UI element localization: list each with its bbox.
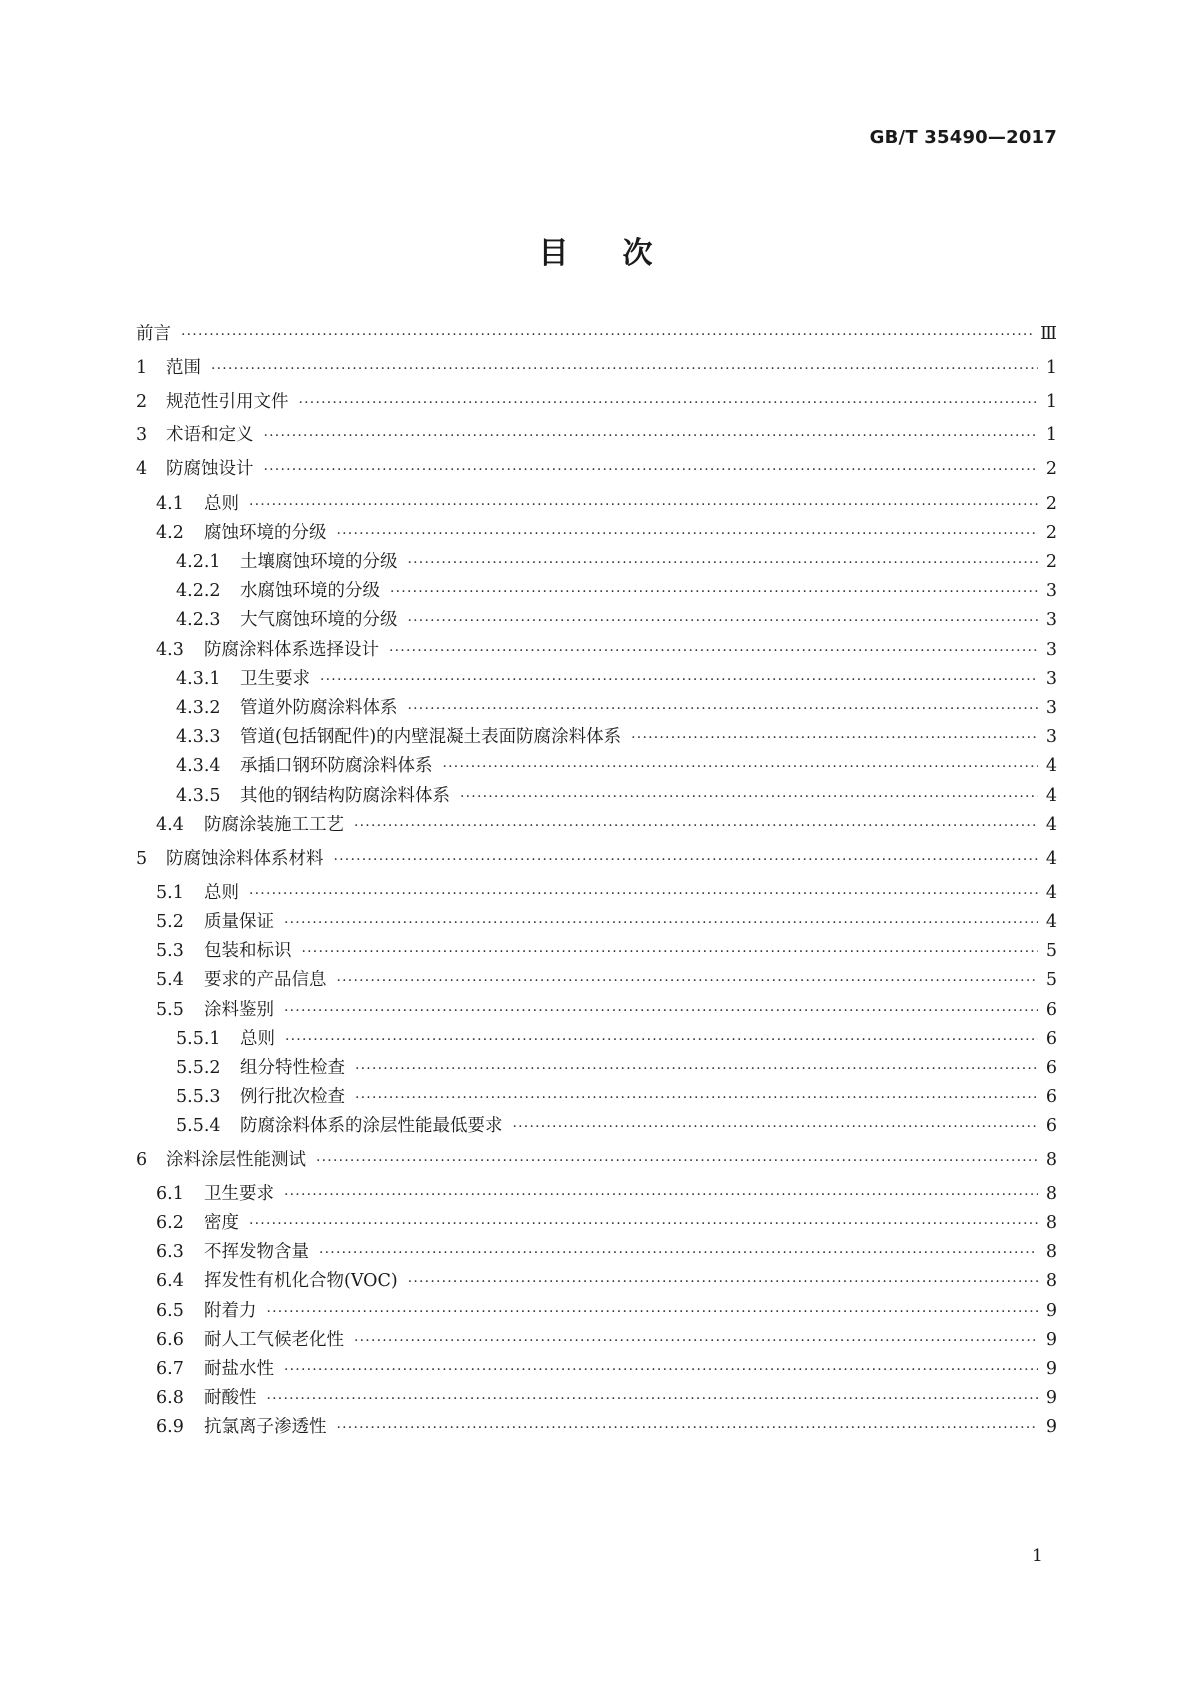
toc-entry[interactable]: [176, 550, 1057, 574]
toc-entry[interactable]: [156, 1269, 1057, 1293]
toc-entry-page: 3: [1045, 610, 1057, 630]
title-char-1: 目: [538, 236, 569, 271]
toc-entry-number: 5.5.2: [176, 1058, 221, 1078]
toc-entry-label: 防腐涂装施工工艺: [204, 815, 344, 835]
toc-entry-page: 4: [1045, 786, 1057, 806]
toc-entry-number: 2: [136, 392, 148, 412]
toc-entry-number: 5.5.3: [176, 1087, 221, 1107]
toc-dot-leader: [284, 911, 1038, 935]
toc-entry[interactable]: [176, 579, 1057, 603]
toc-entry[interactable]: [176, 1027, 1057, 1051]
toc-entry-page: 9: [1045, 1359, 1057, 1379]
toc-entry[interactable]: [136, 390, 1057, 414]
toc-entry-page: 9: [1045, 1417, 1057, 1437]
toc-dot-leader: [264, 458, 1038, 482]
toc-dot-leader: [316, 1149, 1038, 1173]
toc-entry-label: 术语和定义: [166, 425, 254, 445]
toc-entry-number: 6.1: [156, 1184, 184, 1204]
toc-entry-label: 规范性引用文件: [166, 392, 289, 412]
toc-dot-leader: [354, 1329, 1038, 1353]
toc-entry-number: 6.4: [156, 1271, 184, 1291]
toc-dot-leader: [355, 1086, 1038, 1110]
toc-entry-page: 9: [1045, 1330, 1057, 1350]
toc-entry-label: 防腐涂料体系选择设计: [204, 640, 379, 660]
toc-entry-label: 质量保证: [204, 912, 274, 932]
toc-entry-number: 5: [136, 849, 148, 869]
title-char-2: 次: [622, 236, 653, 271]
toc-entry-label: 组分特性检查: [240, 1058, 345, 1078]
toc-dot-leader: [408, 697, 1038, 721]
toc-entry-number: 5.2: [156, 912, 184, 932]
page-number: 1: [1032, 1546, 1043, 1566]
toc-dot-leader: [267, 1300, 1038, 1324]
toc-entry-number: 4.2.1: [176, 552, 221, 572]
toc-entry-label: 挥发性有机化合物(VOC): [204, 1271, 398, 1291]
toc-entry-label: 前言: [136, 324, 171, 344]
toc-entry[interactable]: [136, 356, 1057, 380]
toc-entry[interactable]: [176, 667, 1057, 691]
toc-entry-number: 6.7: [156, 1359, 184, 1379]
toc-entry[interactable]: [176, 1085, 1057, 1109]
toc-entry-page: 6: [1045, 1029, 1057, 1049]
toc-dot-leader: [267, 1387, 1038, 1411]
toc-entry-number: 4.3.5: [176, 786, 221, 806]
toc-entry[interactable]: [136, 423, 1057, 447]
toc-entry-page: 4: [1045, 912, 1057, 932]
toc-entry-page: 4: [1045, 883, 1057, 903]
toc-dot-leader: [355, 1057, 1038, 1081]
toc-entry[interactable]: [156, 968, 1057, 992]
toc-entry-label: 耐人工气候老化性: [204, 1330, 344, 1350]
toc-dot-leader: [334, 848, 1038, 872]
toc-entry-label: 范围: [166, 358, 201, 378]
toc-entry-number: 1: [136, 358, 148, 378]
toc-entry[interactable]: [176, 784, 1057, 808]
toc-entry-label: 总则: [204, 883, 239, 903]
toc-dot-leader: [249, 493, 1038, 517]
toc-entry[interactable]: [156, 1415, 1057, 1439]
toc-entry[interactable]: [136, 322, 1057, 346]
toc-entry[interactable]: [156, 1299, 1057, 1323]
toc-entry-page: 3: [1045, 640, 1057, 660]
toc-dot-leader: [319, 1241, 1038, 1265]
toc-entry-page: 6: [1045, 1058, 1057, 1078]
toc-dot-leader: [337, 522, 1038, 546]
toc-entry[interactable]: [176, 1114, 1057, 1138]
toc-entry-page: 3: [1045, 698, 1057, 718]
toc-entry[interactable]: [156, 1386, 1057, 1410]
toc-dot-leader: [299, 391, 1038, 415]
toc-entry-number: 6.3: [156, 1242, 184, 1262]
toc-entry-page: 9: [1045, 1301, 1057, 1321]
toc-entry-label: 密度: [204, 1213, 239, 1233]
toc-entry[interactable]: [136, 1148, 1057, 1172]
toc-entry-number: 5.1: [156, 883, 184, 903]
toc-entry[interactable]: [176, 725, 1057, 749]
toc-entry-number: 3: [136, 425, 148, 445]
toc-entry-page: 6: [1045, 1116, 1057, 1136]
toc-entry-number: 6.6: [156, 1330, 184, 1350]
toc-entry-label: 承插口钢环防腐涂料体系: [240, 756, 433, 776]
toc-entry-label: 其他的钢结构防腐涂料体系: [240, 786, 450, 806]
toc-entry[interactable]: [156, 1211, 1057, 1235]
toc-dot-leader: [354, 814, 1038, 838]
toc-dot-leader: [302, 940, 1038, 964]
toc-entry-number: 4.2: [156, 523, 184, 543]
toc-entry-number: 4.3.1: [176, 669, 221, 689]
standard-code: GB/T 35490—2017: [869, 127, 1057, 148]
toc-entry-number: 5.4: [156, 970, 184, 990]
toc-entry[interactable]: [156, 638, 1057, 662]
toc-entry-number: 4.3: [156, 640, 184, 660]
toc-dot-leader: [285, 1028, 1038, 1052]
toc-entry-number: 5.5: [156, 1000, 184, 1020]
toc-entry-number: 6.2: [156, 1213, 184, 1233]
toc-entry-label: 腐蚀环境的分级: [204, 523, 327, 543]
toc-entry-page: Ⅲ: [1040, 324, 1057, 344]
toc-dot-leader: [408, 551, 1038, 575]
toc-entry-page: 2: [1045, 459, 1057, 479]
toc-entry-page: 1: [1045, 358, 1057, 378]
toc-entry[interactable]: [156, 813, 1057, 837]
toc-entry-label: 卫生要求: [204, 1184, 274, 1204]
toc-entry-label: 涂料涂层性能测试: [166, 1150, 306, 1170]
toc-dot-leader: [181, 323, 1032, 347]
toc-entry-page: 2: [1045, 523, 1057, 543]
toc-entry-page: 4: [1045, 815, 1057, 835]
toc-entry-label: 大气腐蚀环境的分级: [240, 610, 398, 630]
toc-entry[interactable]: [136, 847, 1057, 871]
toc-entry-label: 水腐蚀环境的分级: [240, 581, 380, 601]
page-title: [0, 228, 1191, 272]
toc-dot-leader: [211, 357, 1038, 381]
toc-entry-label: 要求的产品信息: [204, 970, 327, 990]
toc-dot-leader: [284, 999, 1038, 1023]
toc-entry-label: 防腐涂料体系的涂层性能最低要求: [240, 1116, 503, 1136]
toc-entry-label: 防腐蚀设计: [166, 459, 254, 479]
toc-entry-number: 4.3.3: [176, 727, 221, 747]
toc-dot-leader: [337, 1416, 1038, 1440]
toc-entry[interactable]: [156, 521, 1057, 545]
toc-entry-number: 5.3: [156, 941, 184, 961]
toc-dot-leader: [337, 969, 1038, 993]
toc-entry[interactable]: [176, 696, 1057, 720]
toc-dot-leader: [320, 668, 1038, 692]
toc-dot-leader: [249, 882, 1038, 906]
toc-entry-label: 耐酸性: [204, 1388, 257, 1408]
toc-entry-number: 4.3.2: [176, 698, 221, 718]
toc-entry-page: 8: [1045, 1150, 1057, 1170]
toc-dot-leader: [264, 424, 1038, 448]
toc-entry[interactable]: [176, 1056, 1057, 1080]
toc-entry[interactable]: [176, 608, 1057, 632]
toc-entry[interactable]: [176, 754, 1057, 778]
toc-entry[interactable]: [156, 998, 1057, 1022]
toc-entry-page: 8: [1045, 1242, 1057, 1262]
toc-entry[interactable]: [156, 1357, 1057, 1381]
toc-dot-leader: [513, 1115, 1038, 1139]
toc-entry-page: 6: [1045, 1087, 1057, 1107]
toc-entry-page: 3: [1045, 727, 1057, 747]
toc-entry-label: 抗氯离子渗透性: [204, 1417, 327, 1437]
toc-entry-number: 4: [136, 459, 148, 479]
toc-entry-label: 包装和标识: [204, 941, 292, 961]
toc-entry-number: 4.4: [156, 815, 184, 835]
toc-entry-number: 4.2.2: [176, 581, 221, 601]
toc-entry[interactable]: [156, 1240, 1057, 1264]
toc-entry[interactable]: [156, 1328, 1057, 1352]
toc-entry-page: 9: [1045, 1388, 1057, 1408]
toc-entry-page: 8: [1045, 1184, 1057, 1204]
toc-entry-page: 8: [1045, 1271, 1057, 1291]
toc-entry-label: 总则: [240, 1029, 275, 1049]
toc-entry-number: 5.5.1: [176, 1029, 221, 1049]
toc-entry-page: 3: [1045, 581, 1057, 601]
toc-entry[interactable]: [156, 939, 1057, 963]
toc-entry-label: 不挥发物含量: [204, 1242, 309, 1262]
toc-dot-leader: [631, 726, 1038, 750]
toc-entry-page: 3: [1045, 669, 1057, 689]
toc-entry-label: 土壤腐蚀环境的分级: [240, 552, 398, 572]
toc-entry[interactable]: [156, 492, 1057, 516]
toc-entry-label: 防腐蚀涂料体系材料: [166, 849, 324, 869]
toc-entry-number: 4.2.3: [176, 610, 221, 630]
toc-entry-label: 附着力: [204, 1301, 257, 1321]
toc-entry-label: 管道(包括钢配件)的内壁混凝土表面防腐涂料体系: [240, 727, 622, 747]
toc-entry-label: 例行批次检查: [240, 1087, 345, 1107]
toc-entry-number: 6.9: [156, 1417, 184, 1437]
toc-entry-number: 6.8: [156, 1388, 184, 1408]
toc-dot-leader: [408, 1270, 1038, 1294]
toc-entry-page: 6: [1045, 1000, 1057, 1020]
toc-dot-leader: [389, 639, 1038, 663]
toc-entry[interactable]: [156, 881, 1057, 905]
toc-entry[interactable]: [156, 1182, 1057, 1206]
toc-entry-number: 4.1: [156, 494, 184, 514]
toc-entry-label: 耐盐水性: [204, 1359, 274, 1379]
toc-entry-page: 5: [1045, 941, 1057, 961]
toc-dot-leader: [284, 1358, 1038, 1382]
toc-dot-leader: [443, 755, 1038, 779]
toc-entry-number: 4.3.4: [176, 756, 221, 776]
toc-dot-leader: [408, 609, 1038, 633]
toc-entry-number: 5.5.4: [176, 1116, 221, 1136]
toc-dot-leader: [460, 785, 1038, 809]
toc-entry-page: 2: [1045, 552, 1057, 572]
toc-dot-leader: [249, 1212, 1038, 1236]
toc-entry-page: 1: [1045, 392, 1057, 412]
toc-entry-page: 1: [1045, 425, 1057, 445]
toc-entry-page: 5: [1045, 970, 1057, 990]
toc-entry-number: 6: [136, 1150, 148, 1170]
toc-entry-page: 8: [1045, 1213, 1057, 1233]
toc-entry-page: 4: [1045, 849, 1057, 869]
toc-entry[interactable]: [156, 910, 1057, 934]
toc-entry-label: 管道外防腐涂料体系: [240, 698, 398, 718]
toc-entry[interactable]: [136, 457, 1057, 481]
toc-dot-leader: [284, 1183, 1038, 1207]
toc-entry-label: 总则: [204, 494, 239, 514]
toc-dot-leader: [390, 580, 1038, 604]
toc-entry-page: 2: [1045, 494, 1057, 514]
toc-entry-page: 4: [1045, 756, 1057, 776]
toc-entry-label: 卫生要求: [240, 669, 310, 689]
toc-entry-number: 6.5: [156, 1301, 184, 1321]
toc-entry-label: 涂料鉴别: [204, 1000, 274, 1020]
